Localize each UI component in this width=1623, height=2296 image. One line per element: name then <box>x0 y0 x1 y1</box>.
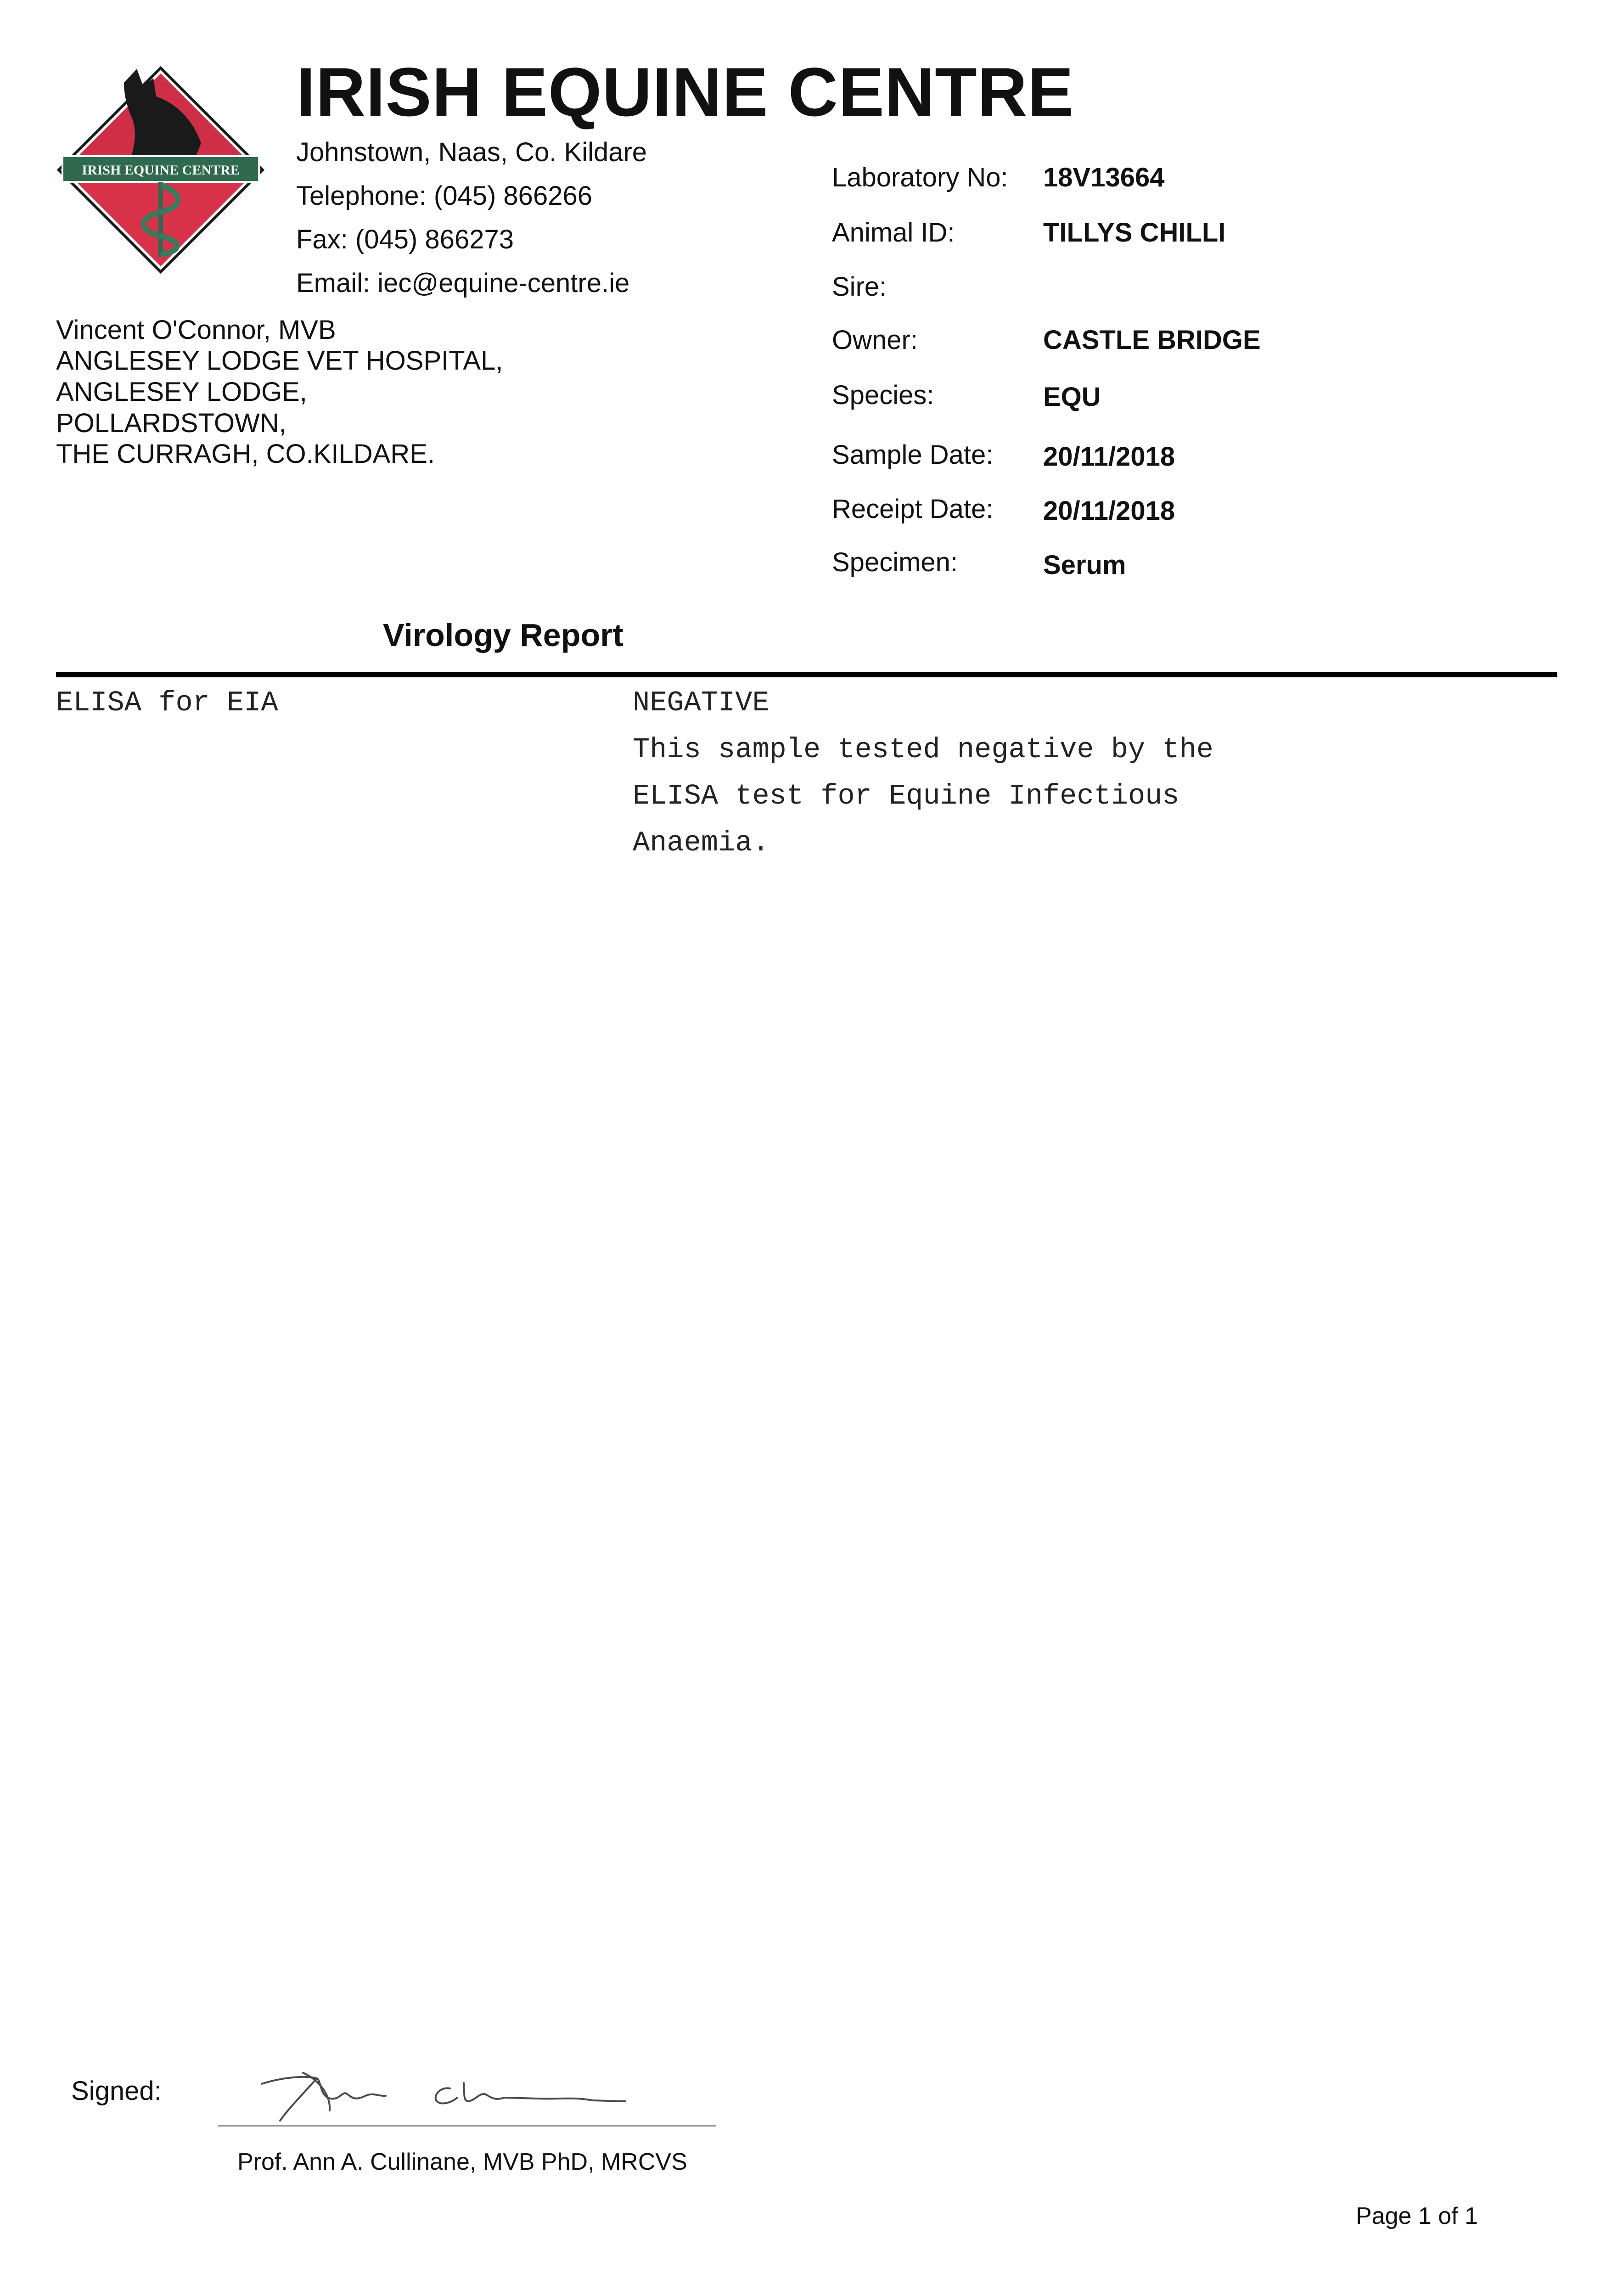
receipt-date-value: 20/11/2018 <box>1043 496 1175 526</box>
sample-date-value: 20/11/2018 <box>1043 442 1175 472</box>
species-label: Species: <box>832 380 934 410</box>
species-value: EQU <box>1043 382 1101 412</box>
org-telephone: Telephone: (045) 866266 <box>296 181 592 211</box>
org-name: IRISH EQUINE CENTRE <box>296 53 1074 130</box>
org-address: Johnstown, Naas, Co. Kildare <box>296 137 647 167</box>
animal-id-label: Animal ID: <box>832 218 955 248</box>
signed-label: Signed: <box>71 2076 162 2106</box>
recipient-line: THE CURRAGH, CO.KILDARE. <box>56 439 435 469</box>
recipient-line: POLLARDSTOWN, <box>56 408 286 438</box>
sample-date-label: Sample Date: <box>832 440 994 470</box>
owner-value: CASTLE BRIDGE <box>1043 325 1261 355</box>
org-fax: Fax: (045) 866273 <box>296 225 514 254</box>
signatory-name: Prof. Ann A. Cullinane, MVB PhD, MRCVS <box>237 2149 687 2175</box>
page-number: Page 1 of 1 <box>1356 2203 1478 2229</box>
lab-no-value: 18V13664 <box>1043 163 1165 192</box>
test-result: NEGATIVE <box>633 687 769 719</box>
specimen-value: Serum <box>1043 550 1126 580</box>
recipient-line: ANGLESEY LODGE VET HOSPITAL, <box>56 346 503 376</box>
result-comment-line: ELISA test for Equine Infectious <box>633 780 1179 812</box>
org-email[interactable]: Email: iec@equine-centre.ie <box>296 268 630 298</box>
recipient-line: ANGLESEY LODGE, <box>56 377 307 407</box>
animal-id-value: TILLYS CHILLI <box>1043 218 1226 248</box>
signature-scribble <box>253 2053 638 2126</box>
lab-no-label: Laboratory No: <box>832 163 1008 192</box>
owner-label: Owner: <box>832 325 918 355</box>
report-title: Virology Report <box>383 617 623 653</box>
signature-line <box>218 2125 716 2127</box>
result-comment-line: Anaemia. <box>633 827 769 859</box>
test-name: ELISA for EIA <box>56 687 278 719</box>
receipt-date-label: Receipt Date: <box>832 494 994 524</box>
logo-text: IRISH EQUINE CENTRE <box>82 163 240 178</box>
result-comment-line: This sample tested negative by the <box>633 733 1214 766</box>
sire-label: Sire: <box>832 272 887 302</box>
recipient-line: Vincent O'Connor, MVB <box>56 315 336 345</box>
report-divider <box>56 672 1557 677</box>
specimen-label: Specimen: <box>832 547 958 577</box>
